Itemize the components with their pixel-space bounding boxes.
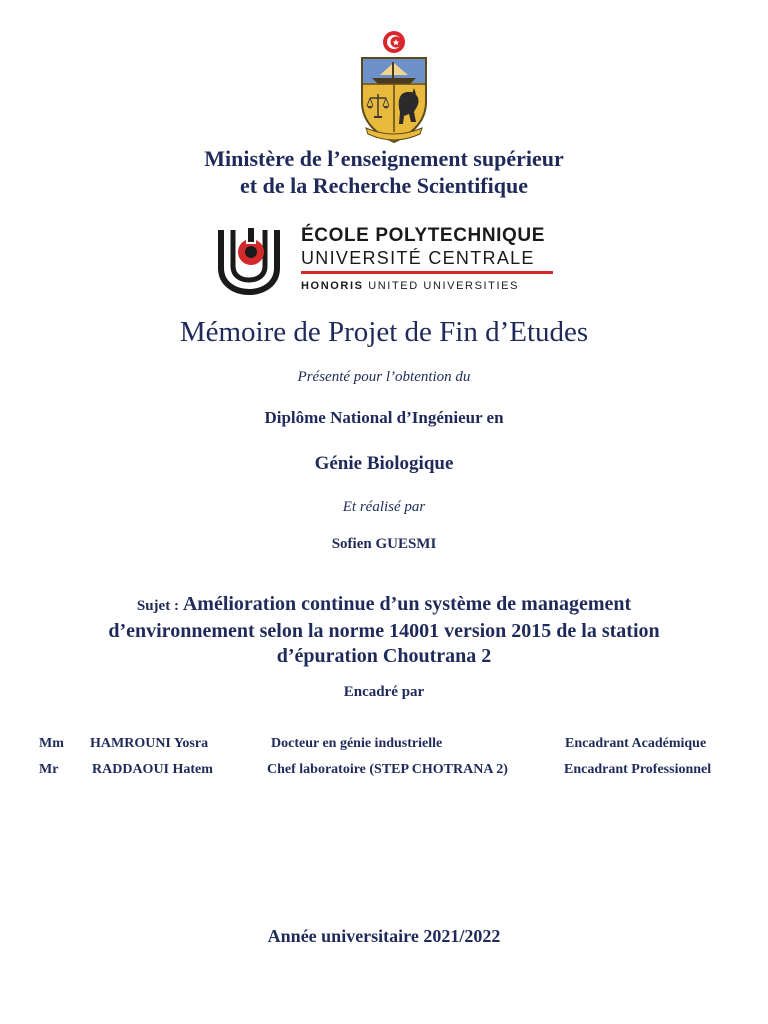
supervisor-name: HAMROUNI Yosra (90, 736, 209, 751)
subject-text-line1: Amélioration continue d’un système de management (178, 593, 632, 615)
supervisor-role: Encadrant Professionnel (564, 762, 712, 777)
supervisor-civility: Mr (39, 762, 59, 777)
supervisor-name: RADDAOUI Hatem (92, 762, 213, 777)
school-logo-divider (301, 271, 553, 274)
carried-out-by-text: Et réalisé par (342, 499, 426, 515)
ministry-name (0, 145, 768, 199)
school-logo-tagline (301, 280, 519, 292)
ministry-line2: et de la Recherche Scientifique (240, 173, 528, 198)
presented-for-text: Présenté pour l’obtention du (297, 369, 471, 385)
subject-text-line2: d’environnement selon la norme 14001 version 2015 de la station (108, 620, 660, 642)
author-name: Sofien GUESMI (331, 536, 437, 552)
supervised-by-heading: Encadré par (343, 684, 425, 700)
specialty-text: Génie Biologique (314, 453, 454, 474)
subject-block (0, 592, 768, 669)
coat-of-arms-icon (356, 28, 432, 146)
school-logo-title: ÉCOLE POLYTECHNIQUE (301, 225, 546, 246)
subject-label: Sujet : (136, 598, 179, 614)
ecole-polytechnique-logo-icon (213, 224, 285, 296)
supervisor-civility: Mm (39, 736, 64, 751)
subject-text-line3: d’épuration Choutrana 2 (276, 645, 492, 667)
diploma-text: Diplôme National d’Ingénieur en (264, 408, 504, 427)
subject-line1 (0, 592, 768, 619)
document-title: Mémoire de Projet de Fin d’Etudes (179, 316, 589, 348)
school-logo-tagline-rest: UNITED UNIVERSITIES (363, 280, 520, 292)
academic-year: Année universitaire 2021/2022 (267, 926, 501, 946)
supervisor-title: Docteur en génie industrielle (271, 736, 443, 751)
school-logo-subtitle: UNIVERSITÉ CENTRALE (301, 248, 535, 268)
ministry-line1: Ministère de l’enseignement supérieur (204, 146, 564, 171)
school-logo-tagline-bold: HONORIS (301, 280, 364, 292)
supervisor-role: Encadrant Académique (565, 736, 707, 751)
supervisor-title: Chef laboratoire (STEP CHOTRANA 2) (267, 762, 508, 777)
